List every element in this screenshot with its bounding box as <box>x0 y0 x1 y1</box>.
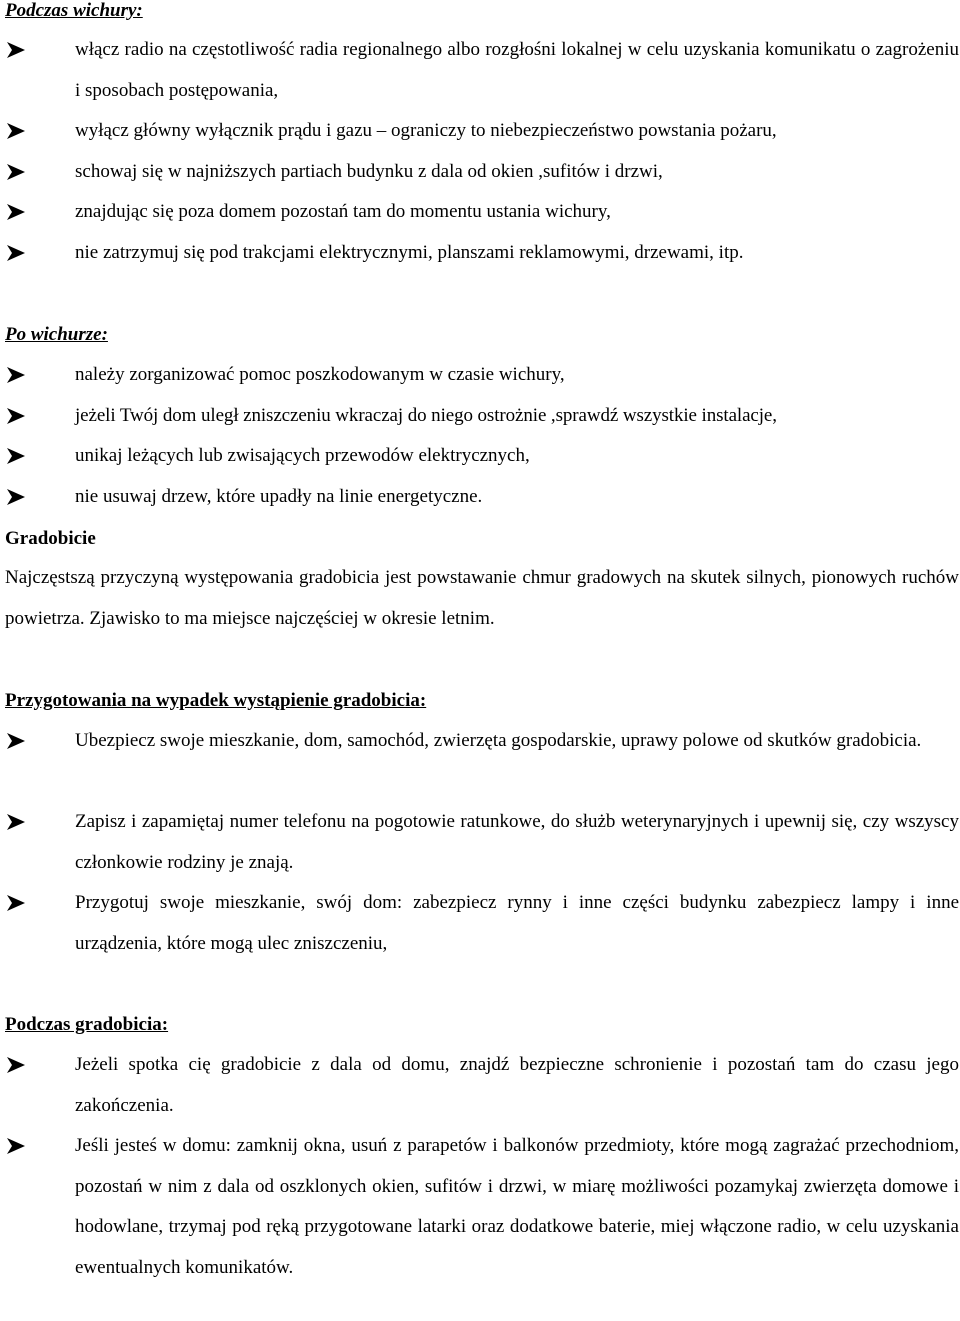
gradobicie-paragraph: Najczęstszą przyczyną występowania gradobicia jest powstawanie chmur gradowych na skutek silnych, pionowych ruchów powietrza. Zjawisko to ma miejsce najczęściej w okresie letnim. <box>5 567 959 629</box>
bullet-arrow-icon <box>5 30 27 70</box>
list-item <box>5 721 959 762</box>
list-item-text: Jeśli jesteś w domu: zamknij okna, usuń z parapetów i balkonów przedmioty, które mogą zagrażać przechodniom, pozostań w nim z dala od oszklonych okien, sufitów i drzwi, w miarę możliwości pozamykaj zwierzęta domowe i hodowlane, trzymaj pod ręką przygotowane latarki oraz dodatkowe baterie, miej włączone radio, w celu uzyskania ewentualnych komunikatów. <box>75 1135 959 1278</box>
list-item-text: Jeżeli spotka cię gradobicie z dala od domu, znajdź bezpieczne schronienie i pozostań tam do czasu jego zakończenia. <box>75 1054 959 1116</box>
section-heading-podczas-wichury: Podczas wichury: <box>5 0 143 21</box>
list-item-text: znajdując się poza domem pozostań tam do momentu ustania wichury, <box>75 201 611 222</box>
list-item <box>5 802 959 883</box>
section-heading-przygotowania: Przygotowania na wypadek wystąpienie gradobicia: <box>5 690 427 711</box>
list-item <box>5 1126 959 1288</box>
list-item-text: należy zorganizować pomoc poszkodowanym w czasie wichury, <box>75 364 565 385</box>
list-item-text: schowaj się w najniższych partiach budynku z dala od okien ,sufitów i drzwi, <box>75 161 663 182</box>
list-item-text: unikaj leżących lub zwisających przewodów elektrycznych, <box>75 445 530 466</box>
bullet-arrow-icon <box>5 1045 27 1085</box>
bullet-arrow-icon <box>5 192 27 232</box>
list-item-text: włącz radio na częstotliwość radia regionalnego albo rozgłośni lokalnej w celu uzyskania komunikatu o zagrożeniu i sposobach postępowania, <box>75 39 959 101</box>
bullet-arrow-icon <box>5 111 27 151</box>
bullet-arrow-icon <box>5 436 27 476</box>
bullet-arrow-icon <box>5 396 27 436</box>
list-item-text: jeżeli Twój dom uległ zniszczeniu wkraczaj do niego ostrożnie ,sprawdź wszystkie instalacje, <box>75 405 777 426</box>
list-item-text: Ubezpiecz swoje mieszkanie, dom, samochód, zwierzęta gospodarskie, uprawy polowe od skutków gradobicia. <box>75 730 922 751</box>
list-item <box>5 152 959 193</box>
bullet-arrow-icon <box>5 1126 27 1166</box>
list-item-text: nie usuwaj drzew, które upadły na linie energetyczne. <box>75 486 483 507</box>
bullet-arrow-icon <box>5 152 27 192</box>
list-item <box>5 436 959 477</box>
bullet-arrow-icon <box>5 233 27 273</box>
list-item-text: wyłącz główny wyłącznik prądu i gazu – ograniczy to niebezpieczeństwo powstania pożaru, <box>75 120 777 141</box>
section-heading-gradobicie: Gradobicie <box>5 528 96 549</box>
list-item <box>5 233 959 274</box>
list-item-text: Przygotuj swoje mieszkanie, swój dom: zabezpiecz rynny i inne części budynku zabezpiecz lampy i inne urządzenia, które mogą ulec zniszczeniu, <box>75 892 959 954</box>
list-item <box>5 1045 959 1126</box>
list-item <box>5 883 959 964</box>
list-item <box>5 396 959 437</box>
list-item-text: Zapisz i zapamiętaj numer telefonu na pogotowie ratunkowe, do służb weterynaryjnych i upewnij się, czy wszyscy członkowie rodziny je znają. <box>75 811 959 873</box>
bullet-arrow-icon <box>5 355 27 395</box>
list-item <box>5 111 959 152</box>
list-item-text: nie zatrzymuj się pod trakcjami elektrycznymi, planszami reklamowymi, drzewami, itp. <box>75 242 744 263</box>
section-heading-po-wichurze: Po wichurze: <box>5 324 108 345</box>
bullet-arrow-icon <box>5 477 27 517</box>
list-item <box>5 477 959 518</box>
bullet-arrow-icon <box>5 721 27 761</box>
bullet-arrow-icon <box>5 883 27 923</box>
list-item <box>5 30 959 111</box>
list-item <box>5 192 959 233</box>
bullet-arrow-icon <box>5 802 27 842</box>
list-item <box>5 355 959 396</box>
section-heading-podczas-gradobicia: Podczas gradobicia: <box>5 1014 169 1035</box>
